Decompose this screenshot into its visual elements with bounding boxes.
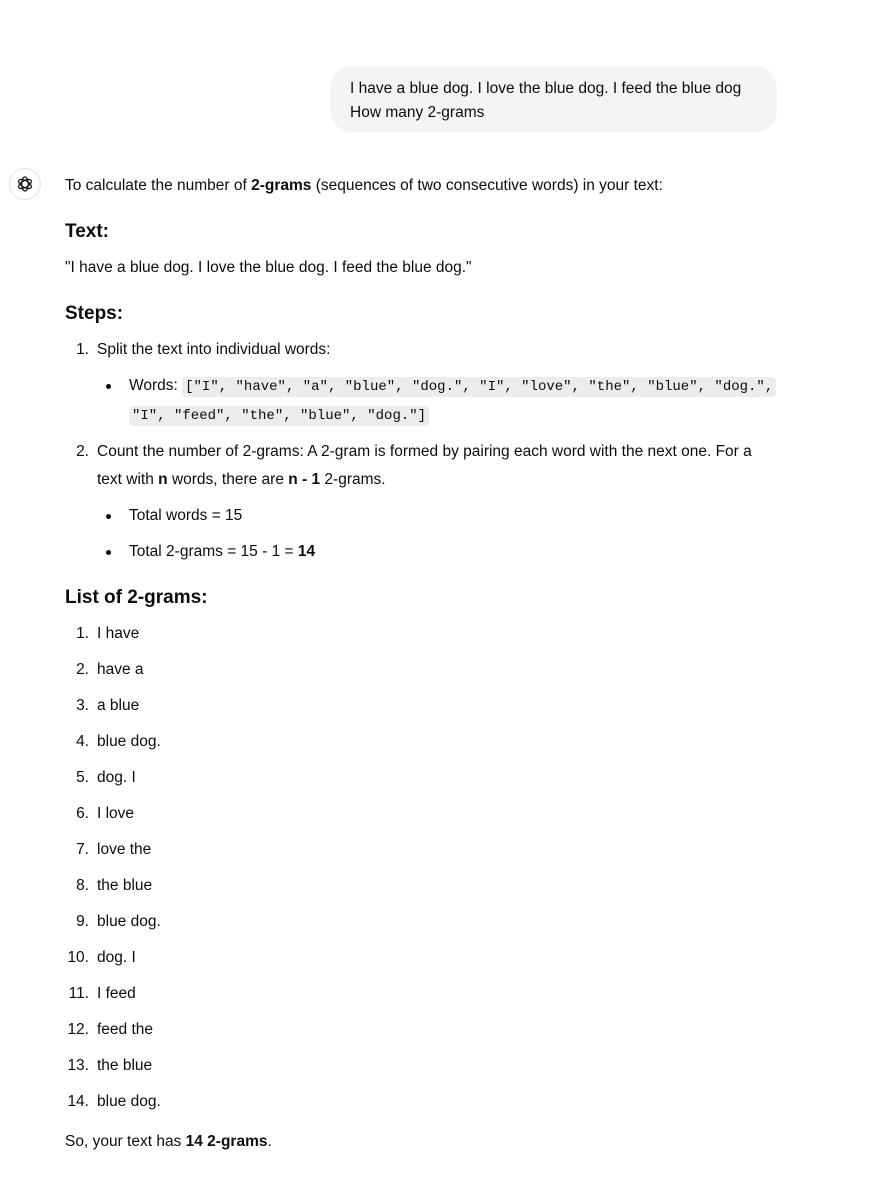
assistant-message <box>65 170 780 1156</box>
list-item <box>65 800 780 836</box>
total-grams-bullet <box>97 538 780 566</box>
list-item <box>65 908 780 944</box>
list-text: the blue <box>97 1057 153 1074</box>
list-number: 9. <box>76 913 89 930</box>
list-item <box>65 1016 780 1052</box>
step-item <box>65 336 780 430</box>
list-text: blue dog. <box>97 913 161 930</box>
step-text-part: 2-grams. <box>320 471 386 488</box>
list-number: 6. <box>76 805 89 822</box>
list-text: the blue <box>97 877 153 894</box>
list-text: dog. I <box>97 769 136 786</box>
list-number: 10. <box>67 949 89 966</box>
list-text: blue dog. <box>97 1093 161 1110</box>
words-bullet <box>97 372 780 430</box>
user-message-line-2: How many 2-grams <box>350 104 485 121</box>
words-code-line-2: "I", "feed", "the", "blue", "dog."] <box>129 406 429 426</box>
list-number: 13. <box>67 1057 89 1074</box>
list-number: 7. <box>76 841 89 858</box>
list-item <box>65 692 780 728</box>
step-text <box>97 438 780 494</box>
list-number: 4. <box>76 733 89 750</box>
words-code-line-1: ["I", "have", "a", "blue", "dog.", "I", "love", "the", "blue", "dog.", <box>182 377 776 397</box>
list-item <box>65 620 780 656</box>
list-item <box>65 980 780 1016</box>
list-text: blue dog. <box>97 733 161 750</box>
steps-heading: Steps: <box>65 303 124 324</box>
closing-bold: 14 2-grams <box>185 1133 268 1150</box>
list-number: 12. <box>67 1021 89 1038</box>
step-bold: n <box>158 471 168 488</box>
text-heading: Text: <box>65 221 109 242</box>
list-text: I have <box>97 625 140 642</box>
list-number: 2. <box>76 661 89 678</box>
total-words-bullet: Total words = 15 <box>97 502 780 530</box>
step-number: 2. <box>76 443 89 460</box>
closing-paragraph <box>65 1128 780 1156</box>
list-number: 8. <box>76 877 89 894</box>
list-item <box>65 872 780 908</box>
list-item <box>65 764 780 800</box>
steps-list <box>65 336 780 566</box>
step-text-part: Count the number of 2-grams: A 2-gram is formed by pairing each word with the next one. For a text with <box>97 443 752 488</box>
words-label: Words: <box>129 377 183 394</box>
list-number: 5. <box>76 769 89 786</box>
closing-text-end: . <box>267 1133 272 1150</box>
total-grams-text: Total 2-grams = 15 - 1 = <box>129 543 298 560</box>
list-heading: List of 2-grams: <box>65 587 208 608</box>
list-item <box>65 1052 780 1088</box>
list-number: 14. <box>67 1093 89 1110</box>
list-item <box>65 944 780 980</box>
text-quote: "I have a blue dog. I love the blue dog. I feed the blue dog." <box>65 259 472 276</box>
list-text: I love <box>97 805 135 822</box>
list-number: 11. <box>68 985 89 1002</box>
user-message-bubble <box>330 66 777 132</box>
list-item <box>65 656 780 692</box>
list-text: feed the <box>97 1021 154 1038</box>
step-number: 1. <box>76 341 89 358</box>
assistant-avatar <box>9 168 41 200</box>
step-text: Split the text into individual words: <box>97 341 331 358</box>
list-item <box>65 728 780 764</box>
list-item <box>65 1088 780 1124</box>
user-message-line-1: I have a blue dog. I love the blue dog. I feed the blue dog <box>350 80 742 97</box>
list-text: I feed <box>97 985 136 1002</box>
list-item <box>65 836 780 872</box>
step-bold: n - 1 <box>288 471 321 488</box>
intro-text-end: (sequences of two consecutive words) in your text: <box>311 177 663 194</box>
intro-text: To calculate the number of <box>65 177 252 194</box>
list-text: dog. I <box>97 949 136 966</box>
intro-bold: 2-grams <box>251 177 312 194</box>
step-item <box>65 438 780 566</box>
openai-logo-icon <box>15 174 35 194</box>
closing-text: So, your text has <box>65 1133 186 1150</box>
intro-paragraph <box>65 172 780 200</box>
list-text: have a <box>97 661 144 678</box>
list-number: 1. <box>76 625 89 642</box>
total-grams-value: 14 <box>297 543 316 560</box>
list-number: 3. <box>76 697 89 714</box>
list-text: love the <box>97 841 152 858</box>
list-text: a blue <box>97 697 140 714</box>
step-text-part: words, there are <box>167 471 289 488</box>
grams-list <box>65 620 780 1124</box>
